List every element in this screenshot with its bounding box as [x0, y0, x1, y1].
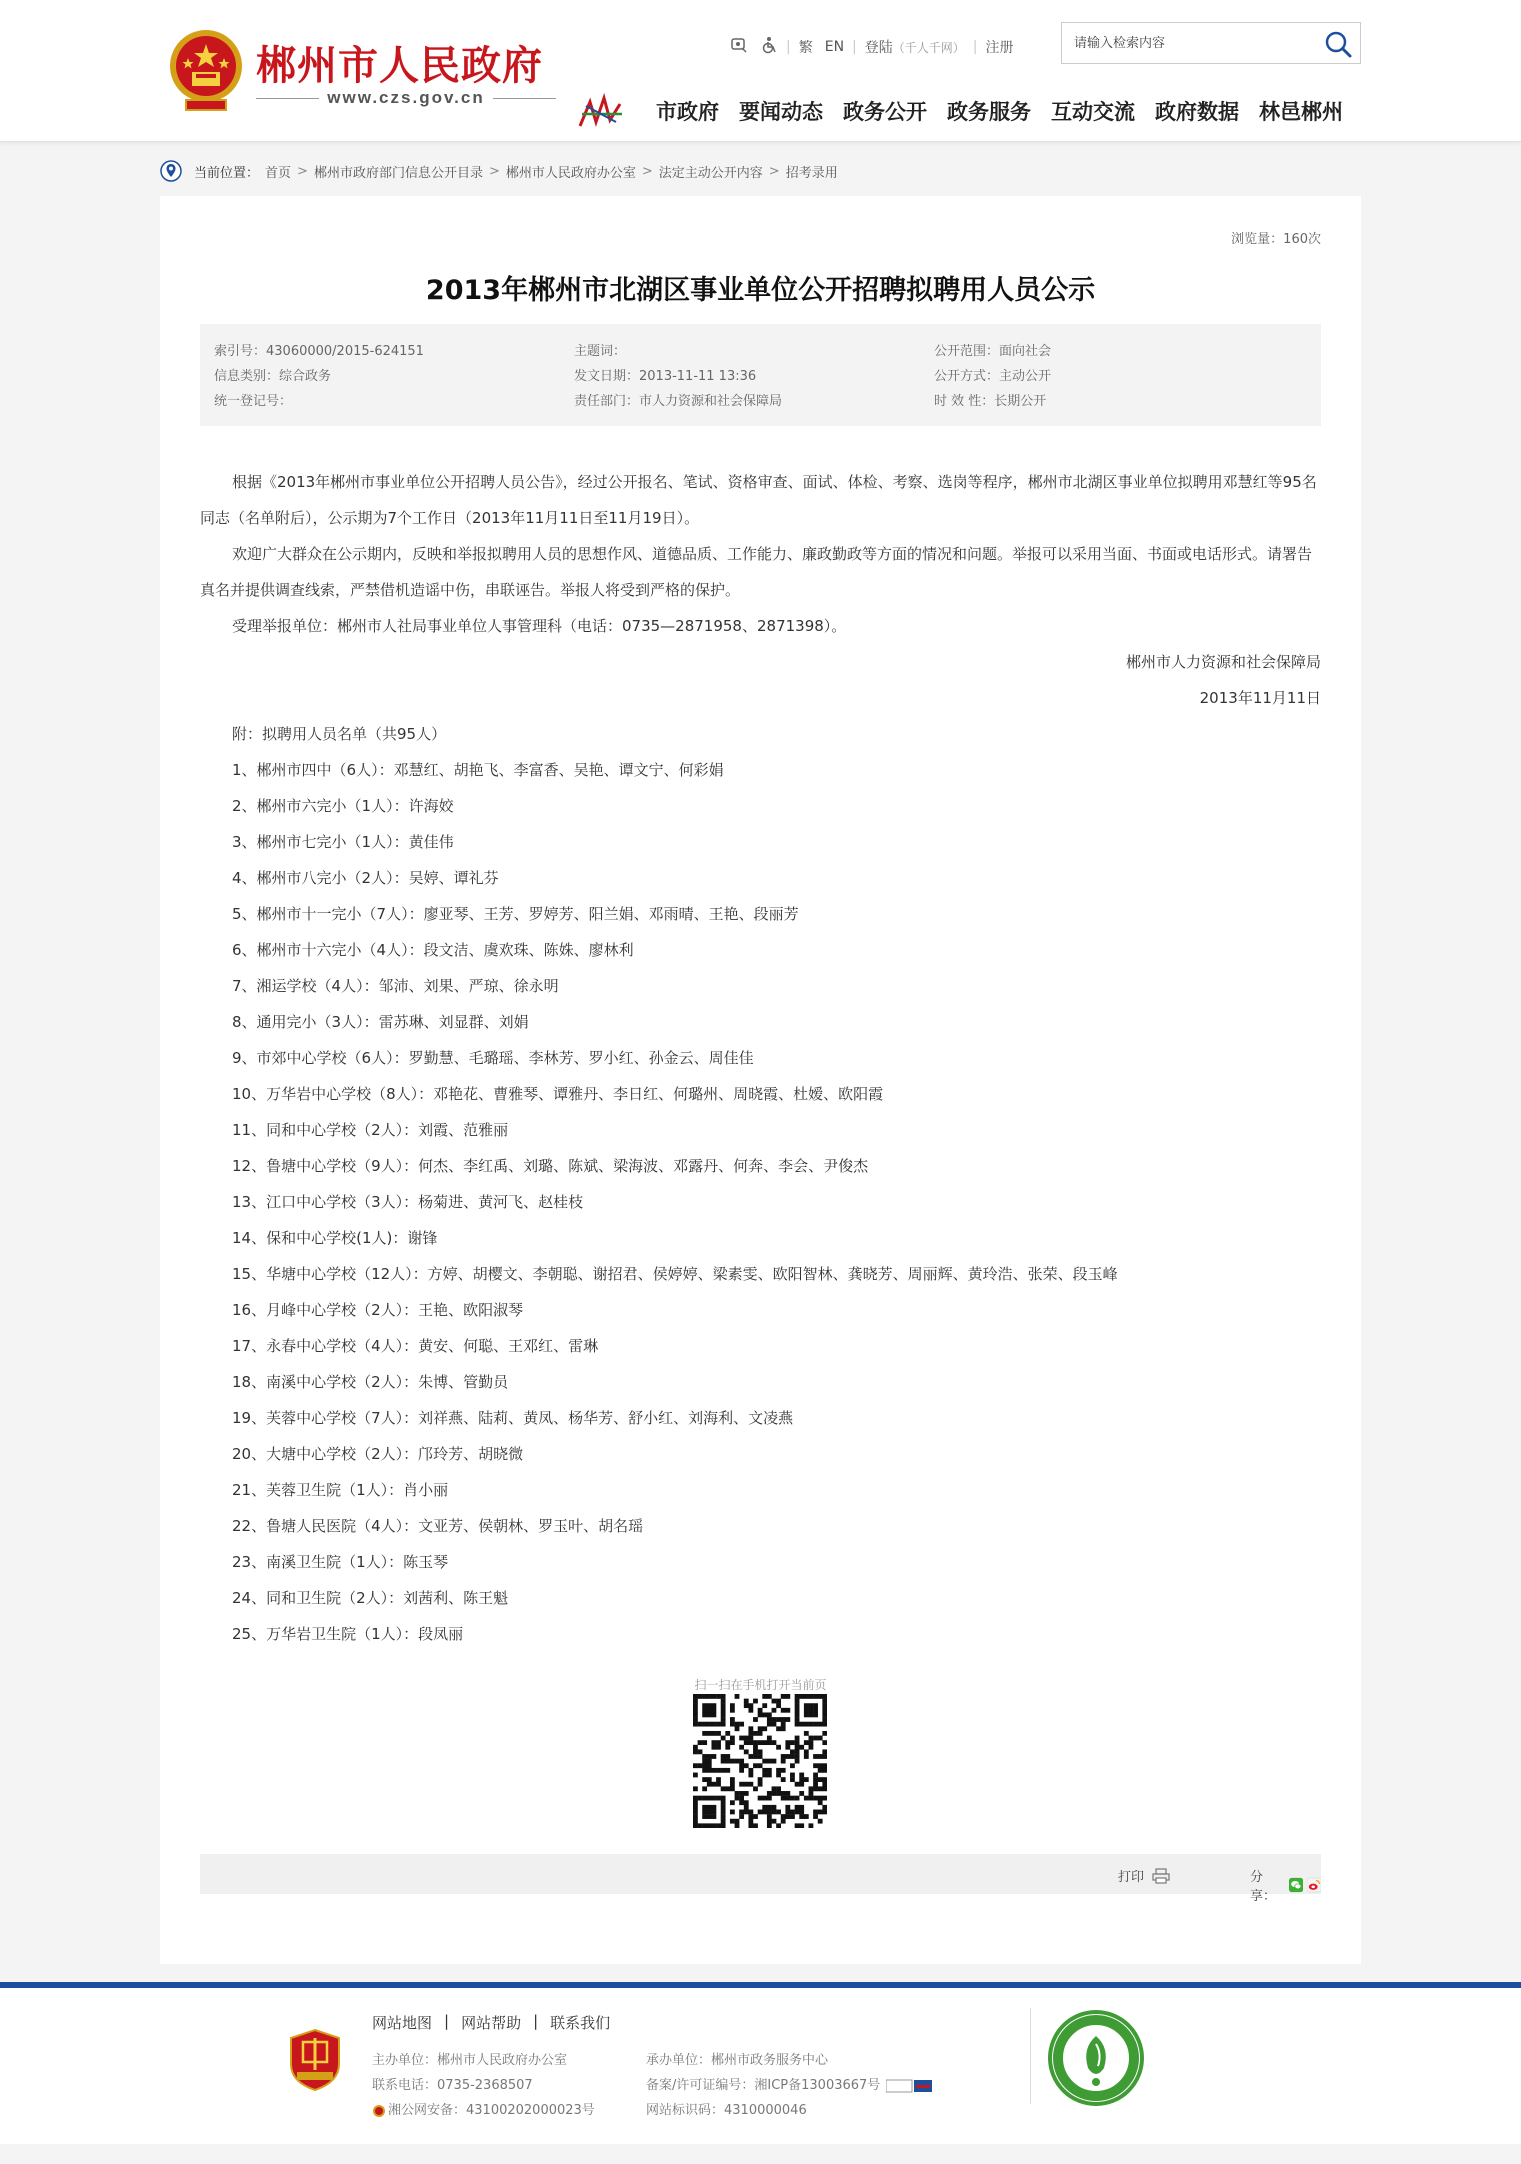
nav-gov-data[interactable]: 政府数据	[1155, 100, 1239, 124]
login-link[interactable]	[859, 37, 971, 57]
wechat-icon[interactable]	[1289, 1877, 1303, 1893]
footer-police-text: 湘公网安备：43100202000023号	[388, 2103, 595, 2118]
breadcrumb-separator: >	[768, 163, 780, 179]
footer-info-right	[646, 2048, 934, 2123]
print-label: 打印	[1118, 1870, 1145, 1885]
list-item: 8、通用完小（3人）：雷苏琳、刘显群、刘娟	[232, 1013, 529, 1031]
list-item: 3、郴州市七完小（1人）：黄佳伟	[232, 833, 454, 851]
police-badge-icon	[372, 2104, 386, 2118]
meta-dept: 责任部门：市人力资源和社会保障局	[574, 394, 783, 409]
site-url: www.czs.gov.cn	[327, 88, 485, 107]
site-title: 郴州市人民政府	[256, 43, 543, 89]
footer-organizer: 承办单位：郴州市政务服务中心	[646, 2053, 829, 2068]
list-item: 15、华塘中心学校（12人）：方婷、胡樱文、李朝聪、谢招君、侯婷婷、梁素雯、欧阳智林、龚晓芳、周丽辉、黄玲浩、张荣、段玉峰	[232, 1265, 1118, 1283]
weibo-icon[interactable]	[1307, 1877, 1321, 1893]
list-item: 20、大塘中心学校（2人）：邝玲芳、胡晓微	[232, 1445, 524, 1463]
separator: |	[786, 39, 791, 55]
meta-method: 公开方式：主动公开	[934, 369, 1052, 384]
breadcrumb-statutory[interactable]: 法定主动公开内容	[658, 165, 763, 181]
breadcrumb-label: 当前位置：	[194, 165, 260, 181]
footer-link-sitemap[interactable]: 网站地图	[372, 2014, 433, 2032]
list-item: 23、南溪卫生院（1人）：陈玉琴	[232, 1553, 449, 1571]
list-item: 24、同和卫生院（2人）：刘茜利、陈王魁	[232, 1589, 509, 1607]
top-links	[724, 36, 1020, 58]
print-button[interactable]	[1118, 1866, 1170, 1885]
meta-scope: 公开范围：面向社会	[934, 344, 1052, 359]
nav-gov-affairs-open[interactable]: 政务公开	[843, 100, 927, 124]
list-title: 附：拟聘用人员名单（共95人）	[232, 725, 447, 743]
list-item: 25、万华岩卫生院（1人）：段凤丽	[232, 1625, 464, 1643]
footer-links	[372, 2012, 610, 2033]
article-title: 2013年郴州市北湖区事业单位公开招聘拟聘用人员公示	[425, 275, 1096, 306]
meta-index-no: 索引号：43060000/2015-624151	[214, 344, 424, 359]
list-item: 7、湘运学校（4人）：邹沛、刘果、严琼、徐永明	[232, 977, 559, 995]
article-meta	[200, 324, 1321, 426]
divider	[256, 98, 319, 99]
printer-icon	[1152, 1868, 1170, 1884]
wheelchair-icon[interactable]	[754, 36, 784, 58]
breadcrumb-dept-catalog[interactable]: 郴州市政府部门信息公开目录	[313, 165, 483, 181]
footer-icp[interactable]	[646, 2073, 934, 2098]
separator: |	[533, 2012, 539, 2030]
main-nav	[646, 96, 1353, 126]
footer-link-help[interactable]: 网站帮助	[461, 2014, 522, 2032]
footer-site-code: 网站标识码：4310000046	[646, 2103, 807, 2118]
english-link[interactable]: EN	[824, 39, 845, 55]
traditional-chinese-link[interactable]: 繁	[798, 40, 813, 56]
site-footer	[0, 1988, 1521, 2144]
signature: 郴州市人力资源和社会保障局	[1125, 653, 1321, 671]
footer-link-contact[interactable]: 联系我们	[550, 2014, 611, 2032]
share-label: 分享：	[1250, 1870, 1277, 1904]
list-item: 19、芙蓉中心学校（7人）：刘祥燕、陆莉、黄凤、杨华芳、舒小红、刘海利、文凌燕	[232, 1409, 794, 1427]
footer-phone: 联系电话：0735-2368507	[372, 2078, 533, 2093]
list-item: 17、永春中心学校（4人）：黄安、何聪、王邓红、雷琳	[232, 1337, 599, 1355]
list-item: 10、万华岩中心学校（8人）：邓艳花、曹雅琴、谭雅丹、李日红、何璐州、周晓霞、杜嫒、欧阳霞	[232, 1085, 884, 1103]
list-item: 18、南溪中心学校（2人）：朱博、管勤员	[232, 1373, 509, 1391]
list-item: 14、保和中心学校(1人)：谢锋	[232, 1229, 438, 1247]
breadcrumb-separator: >	[641, 163, 653, 179]
breadcrumb-office[interactable]: 郴州市人民政府办公室	[505, 165, 636, 181]
register-link[interactable]: 注册	[985, 40, 1014, 56]
icp-badge-icon	[886, 2079, 934, 2093]
breadcrumb-recruitment[interactable]: 招考录用	[785, 165, 838, 181]
accessibility-eye-icon[interactable]	[724, 37, 754, 57]
article-content	[200, 464, 1321, 1652]
nav-linyi-chenzhou[interactable]: 林邑郴州	[1259, 100, 1343, 124]
breadcrumb-home[interactable]: 首页	[265, 165, 292, 181]
site-logo[interactable]	[164, 22, 554, 118]
separator: |	[444, 2012, 450, 2030]
search-box	[1061, 22, 1361, 64]
location-pin-icon	[160, 160, 182, 182]
separator: |	[852, 39, 857, 55]
footer-police[interactable]	[372, 2098, 595, 2123]
list-item: 11、同和中心学校（2人）：刘霞、范雅丽	[232, 1121, 509, 1139]
footer-icp-text: 备案/许可证编号：湘ICP备13003667号	[646, 2078, 881, 2093]
nav-city-government[interactable]: 市政府	[656, 100, 719, 124]
divider	[493, 98, 556, 99]
civilized-city-badge-icon[interactable]	[1046, 2008, 1146, 2108]
paragraph: 欢迎广大群众在公示期内，反映和举报拟聘用人员的思想作风、道德品质、工作能力、廉政勤政等方面的情况和问题。举报可以采用当面、书面或电话形式。请署告真名并提供调查线索，严禁借机造谣中伤，串联诬告。举报人将受到严格的保护。	[200, 545, 1313, 599]
list-item: 22、鲁塘人民医院（4人）：文亚芳、侯朝林、罗玉叶、胡名瑶	[232, 1517, 644, 1535]
article-container	[160, 196, 1361, 1964]
search-icon[interactable]	[1322, 28, 1354, 60]
site-header	[0, 0, 1521, 142]
city-logo-icon	[576, 92, 626, 132]
list-item: 4、郴州市八完小（2人）：吴婷、谭礼芬	[232, 869, 499, 887]
nav-interaction[interactable]: 互动交流	[1051, 100, 1135, 124]
party-gov-badge-icon[interactable]	[287, 2028, 343, 2092]
login-label: 登陆	[864, 40, 893, 56]
nav-gov-services[interactable]: 政务服务	[947, 100, 1031, 124]
separator: |	[972, 39, 978, 55]
meta-validity: 时 效 性：长期公开	[934, 394, 1047, 409]
share-bar	[200, 1854, 1321, 1904]
list-item: 21、芙蓉卫生院（1人）：肖小丽	[232, 1481, 449, 1499]
search-input[interactable]	[1062, 23, 1312, 63]
breadcrumb-separator: >	[297, 163, 308, 179]
meta-subject: 主题词：	[574, 344, 627, 359]
footer-info-left	[372, 2048, 595, 2123]
list-item: 12、鲁塘中心学校（9人）：何杰、李红禹、刘璐、陈斌、梁海波、邓露丹、何奔、李会、尹俊杰	[232, 1157, 869, 1175]
paragraph: 根据《2013年郴州市事业单位公开招聘人员公告》，经过公开报名、笔试、资格审查、面试、体检、考察、选岗等程序，郴州市北湖区事业单位拟聘用邓慧红等95名同志（名单附后），公示期为7个工作日（2013年11月11日至11月19日）。	[200, 473, 1317, 527]
list-item: 13、江口中心学校（3人）：杨菊进、黄河飞、赵桂枝	[232, 1193, 584, 1211]
national-emblem-icon	[164, 26, 248, 114]
list-item: 1、郴州市四中（6人）：邓慧红、胡艳飞、李富香、吴艳、谭文宁、何彩娟	[232, 761, 724, 779]
qr-caption: 扫一扫在手机打开当前页	[694, 1678, 827, 1692]
footer-host: 主办单位：郴州市人民政府办公室	[372, 2053, 568, 2068]
list-item: 16、月峰中心学校（2人）：王艳、欧阳淑琴	[232, 1301, 524, 1319]
view-count: 浏览量：160次	[1231, 232, 1321, 247]
nav-news[interactable]: 要闻动态	[739, 100, 823, 124]
site-url-row	[256, 88, 556, 108]
footer-bottom-strip	[0, 2144, 1521, 2164]
qr-code-icon	[693, 1694, 827, 1828]
meta-category: 信息类别：综合政务	[214, 369, 332, 384]
paragraph: 受理举报单位：郴州市人社局事业单位人事管理科（电话：0735—2871958、2871398）。	[232, 617, 847, 635]
list-item: 6、郴州市十六完小（4人）：段文洁、虞欢珠、陈姝、廖林利	[232, 941, 634, 959]
footer-divider	[1030, 2008, 1031, 2104]
list-item: 2、郴州市六完小（1人）：许海姣	[232, 797, 454, 815]
breadcrumb-separator: >	[488, 163, 500, 179]
list-item: 5、郴州市十一完小（7人）：廖亚琴、王芳、罗婷芳、阳兰娟、邓雨晴、王艳、段丽芳	[232, 905, 799, 923]
share-group	[1250, 1866, 1321, 1904]
breadcrumb	[160, 160, 838, 182]
meta-reg-no: 统一登记号：	[214, 394, 293, 409]
meta-date: 发文日期：2013-11-11 13:36	[574, 369, 757, 384]
list-item: 9、市郊中心学校（6人）：罗勤慧、毛璐瑶、李林芳、罗小红、孙金云、周佳佳	[232, 1049, 754, 1067]
login-note: （千人千网）	[892, 41, 965, 55]
sign-date: 2013年11月11日	[1199, 689, 1321, 707]
